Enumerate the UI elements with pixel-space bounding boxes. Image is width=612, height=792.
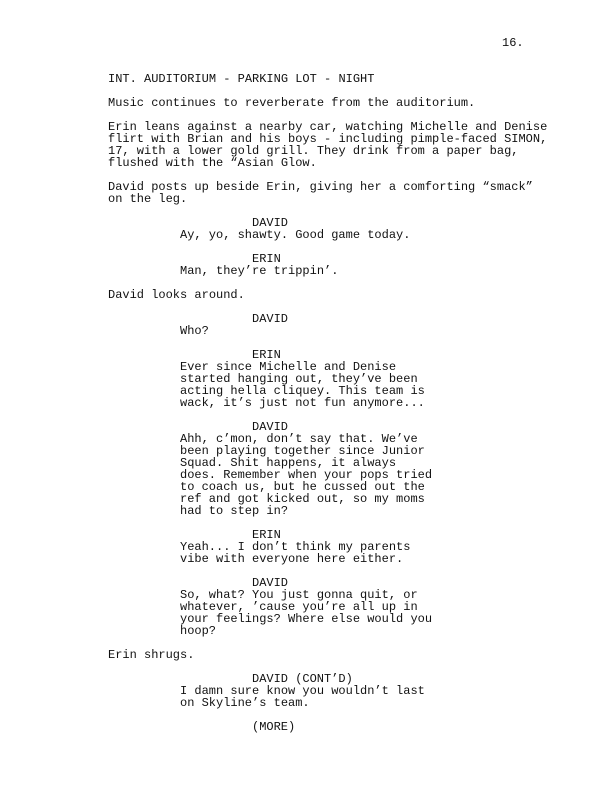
dialogue-line: Ahh, c’mon, don’t say that. We’ve bbox=[180, 432, 418, 446]
page-number: 16. bbox=[502, 36, 524, 50]
dialogue-line: Squad. Shit happens, it always bbox=[180, 456, 397, 470]
dialogue-line: ref and got kicked out, so my moms bbox=[180, 492, 425, 506]
dialogue-line: your feelings? Where else would you bbox=[180, 612, 433, 626]
dialogue-line: Yeah... I don’t think my parents bbox=[180, 540, 411, 554]
dialogue-line: So, what? You just gonna quit, or bbox=[180, 588, 418, 602]
action-line: flushed with the “Asian Glow. bbox=[108, 156, 317, 170]
action-line: David looks around. bbox=[108, 288, 245, 302]
action-line: flirt with Brian and his boys - including pimple-faced SIMON, bbox=[108, 132, 548, 146]
action-line: Erin shrugs. bbox=[108, 648, 195, 662]
character-cue: DAVID bbox=[252, 420, 289, 434]
dialogue-line: Who? bbox=[180, 324, 209, 338]
character-cue: DAVID (CONT’D) bbox=[252, 672, 353, 686]
dialogue-line: Ever since Michelle and Denise bbox=[180, 360, 397, 374]
dialogue-line: wack, it’s just not fun anymore... bbox=[180, 396, 425, 410]
action-line: Music continues to reverberate from the auditorium. bbox=[108, 96, 476, 110]
action-line: on the leg. bbox=[108, 192, 188, 206]
character-cue: DAVID bbox=[252, 576, 289, 590]
character-cue: ERIN bbox=[252, 252, 281, 266]
dialogue-line: I damn sure know you wouldn’t last bbox=[180, 684, 425, 698]
dialogue-line: on Skyline’s team. bbox=[180, 696, 310, 710]
dialogue-line: does. Remember when your pops tried bbox=[180, 468, 433, 482]
dialogue-line: hoop? bbox=[180, 624, 217, 638]
dialogue-line: Man, they’re trippin’. bbox=[180, 264, 339, 278]
parenthetical: (MORE) bbox=[252, 720, 296, 734]
action-line: Erin leans against a nearby car, watching Michelle and Denise bbox=[108, 120, 548, 134]
dialogue-line: Ay, yo, shawty. Good game today. bbox=[180, 228, 411, 242]
character-cue: DAVID bbox=[252, 216, 289, 230]
dialogue-line: acting hella cliquey. This team is bbox=[180, 384, 425, 398]
character-cue: ERIN bbox=[252, 528, 281, 542]
action-line: 17, with a lower gold grill. They drink from a paper bag, bbox=[108, 144, 519, 158]
character-cue: ERIN bbox=[252, 348, 281, 362]
action-line: David posts up beside Erin, giving her a comforting “smack” bbox=[108, 180, 533, 194]
character-cue: DAVID bbox=[252, 312, 289, 326]
dialogue-line: had to step in? bbox=[180, 504, 289, 518]
dialogue-line: to coach us, but he cussed out the bbox=[180, 480, 425, 494]
dialogue-line: whatever, ’cause you’re all up in bbox=[180, 600, 418, 614]
dialogue-line: been playing together since Junior bbox=[180, 444, 425, 458]
dialogue-line: started hanging out, they’ve been bbox=[180, 372, 418, 386]
dialogue-line: vibe with everyone here either. bbox=[180, 552, 404, 566]
scene-heading: INT. AUDITORIUM - PARKING LOT - NIGHT bbox=[108, 72, 375, 86]
